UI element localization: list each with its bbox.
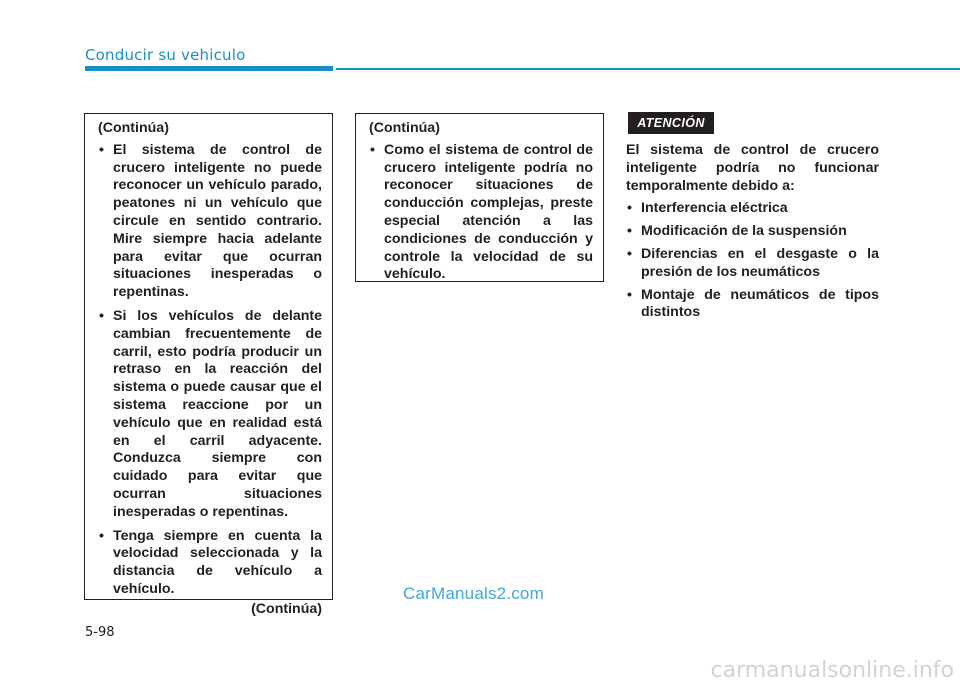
bullet-list [366,142,593,284]
list-item: • Montaje de neumáticos de tipos distintos [626,287,879,323]
continues-label: (Continúa) [251,600,322,617]
section-title: Conducir su vehiculo [85,46,246,64]
attention-intro: El sistema de control de crucero inteligente podría no funcionar temporalmente debido a: [626,142,879,194]
bullet-list [95,142,322,599]
list-item: • El sistema de control de crucero inteligente no puede reconocer un vehículo parado, peatones ni un vehículo que circule en sentido contrario. Mire siempre hacia adelante para evitar que ocurran situaciones inesperadas o repentinas. [95,142,322,302]
bullet-list [626,200,879,322]
attention-section [626,142,879,327]
list-item: • Diferencias en el desgaste o la presión de los neumáticos [626,246,879,282]
list-item: • Si los vehículos de delante cambian frecuentemente de carril, esto podría producir un retraso en la reacción del sistema o puede causar que el sistema reaccione por un vehículo que en realidad está en el carril adyacente. Conduzca siempre con cuidado para evitar que ocurran situaciones inesperadas o repentinas. [95,308,322,522]
continued-label: (Continúa) [369,120,440,136]
page-number: 5-98 [85,625,115,640]
continued-label: (Continúa) [98,120,169,136]
header-rule-thin [336,68,960,70]
attention-badge: ATENCIÓN [628,112,714,134]
watermark-link[interactable]: CarManuals2.com [403,584,544,603]
bottom-watermark: carmanualsonline.info [710,658,954,683]
warning-box-continued-2 [355,113,604,282]
list-item: • Modificación de la suspensión [626,223,879,241]
list-item: • Como el sistema de control de crucero inteligente podría no reconocer situaciones de conducción complejas, preste especial atención a las condiciones de conducción y controle la velocidad de su vehículo. [366,142,593,284]
warning-box-continued [84,113,333,617]
list-item: • Interferencia eléctrica [626,200,879,218]
list-item: • Tenga siempre en cuenta la velocidad seleccionada y la distancia de vehículo a vehículo. [95,528,322,599]
header-rule-thick [85,66,333,71]
